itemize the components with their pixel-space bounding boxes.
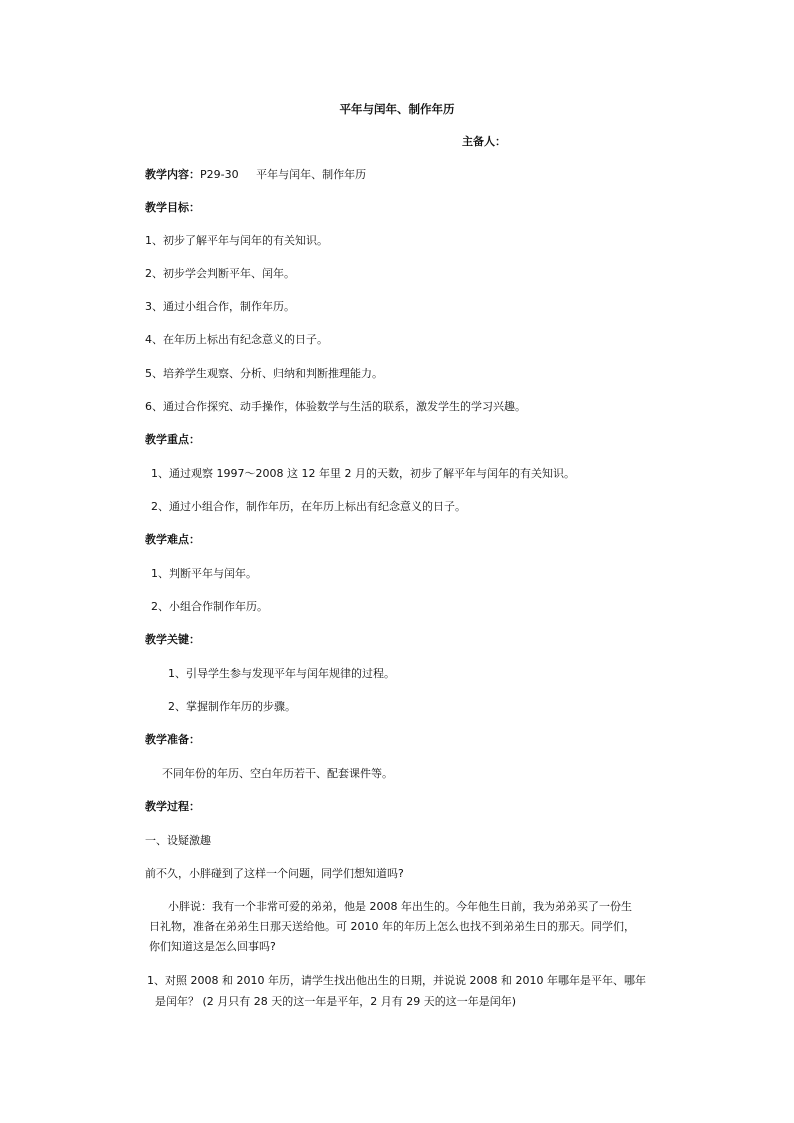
content-label: 教学内容： — [145, 168, 200, 181]
section-heading: 一、设疑激趣 — [145, 834, 211, 847]
difficulties-heading: 教学难点： — [145, 533, 200, 546]
content-line — [145, 168, 366, 182]
key-link-item: 1、引导学生参与发现平年与闰年规律的过程。 — [168, 667, 395, 680]
story-line: 日礼物，准备在弟弟生日那天送给他。可 2010 年的年历上怎么也找不到弟弟生日的那天。同学们， — [149, 920, 635, 933]
objective-item: 5、培养学生观察、分析、归纳和判断推理能力。 — [145, 367, 383, 380]
key-point-item: 1、通过观察 1997～2008 这 12 年里 2 月的天数，初步了解平年与闰年的有关知识。 — [151, 467, 575, 480]
key-point-item: 2、通过小组合作，制作年历，在年历上标出有纪念意义的日子。 — [151, 500, 466, 513]
key-link-item: 2、掌握制作年历的步骤。 — [168, 700, 296, 713]
key-points-heading: 教学重点： — [145, 433, 200, 446]
objective-item: 3、通过小组合作，制作年历。 — [145, 300, 295, 313]
document-title: 平年与闰年、制作年历 — [339, 102, 455, 116]
preparer-label: 主备人： — [462, 135, 506, 148]
story-line: 你们知道这是怎么回事吗? — [149, 940, 276, 953]
content-value: P29-30 平年与闰年、制作年历 — [200, 168, 367, 181]
intro-text: 前不久，小胖碰到了这样一个问题，同学们想知道吗? — [145, 867, 404, 880]
objective-item: 1、初步了解平年与闰年的有关知识。 — [145, 234, 328, 247]
difficulty-item: 1、判断平年与闰年。 — [151, 567, 257, 580]
step-line: 是闰年？ (2 月只有 28 天的这一年是平年，2 月有 29 天的这一年是闰年) — [155, 995, 517, 1008]
preparation-heading: 教学准备： — [145, 733, 200, 746]
objective-item: 6、通过合作探究、动手操作，体验数学与生活的联系，激发学生的学习兴趣。 — [145, 400, 526, 413]
step-line: 1、对照 2008 和 2010 年历，请学生找出他出生的日期，并说说 2008 和 2010 年哪年是平年、哪年 — [147, 974, 646, 987]
process-heading: 教学过程： — [145, 800, 200, 813]
difficulty-item: 2、小组合作制作年历。 — [151, 600, 268, 613]
key-link-heading: 教学关键： — [145, 633, 200, 646]
story-line: 小胖说：我有一个非常可爱的弟弟，他是 2008 年出生的。今年他生日前，我为弟弟买了一份生 — [168, 900, 632, 913]
preparation-text: 不同年份的年历、空白年历若干、配套课件等。 — [162, 767, 393, 780]
objectives-heading: 教学目标： — [145, 201, 200, 214]
objective-item: 2、初步学会判断平年、闰年。 — [145, 267, 295, 280]
objective-item: 4、在年历上标出有纪念意义的日子。 — [145, 333, 328, 346]
